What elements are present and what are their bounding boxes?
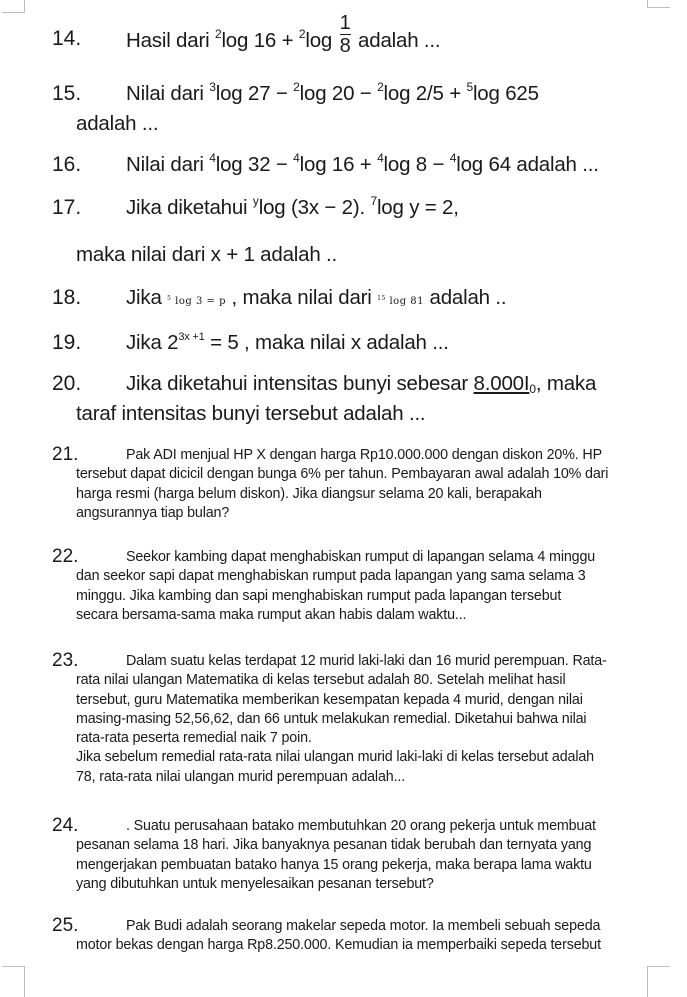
question-text-continued: taraf intensitas bunyi tersebut adalah ...	[76, 402, 426, 425]
question-text: Seekor kambing dapat menghabiskan rumput di lapangan selama 4 minggu dan seekor sapi dapat menghabiskan rumput pada lapangan yang sama selama 3 minggu. Jika kambing dan sapi menghabiskan rumput pada lapangan tersebut secara bersama-sama maka rumput akan habis dalam waktu...	[76, 549, 596, 623]
question-text: Pak Budi adalah seorang makelar sepeda motor. Ia membeli sebuah sepeda motor bekas dengan harga Rp8.250.000. Kemudian ia memperbaiki sepeda tersebut	[76, 918, 601, 954]
question-number: 20.	[52, 372, 82, 395]
question-number: 24.	[52, 815, 79, 836]
question-number: 25.	[52, 915, 79, 936]
page-corner-mark-bottom-left	[2, 966, 25, 997]
question-text: Nilai dari $^4$log 32 − $^4$log 16 + $^4$log 8 − $^4$log 64 adalah ...	[126, 151, 599, 176]
page-corner-mark-top-left	[2, 0, 25, 13]
question-text: Nilai dari $^3$log 27 − $^2$log 20 − $^2$log 2/5 + $^5$log 625	[126, 80, 539, 105]
question-number: 21.	[52, 444, 79, 465]
question-number: 14.	[52, 27, 82, 50]
log-expression-small: $^{15}$ log 81	[377, 295, 424, 307]
log-expression-small: $^5$ log 3 = p	[167, 295, 226, 307]
question-text-continued: maka nilai dari x + 1 adalah ..	[76, 243, 338, 266]
question-number: 23.	[52, 650, 79, 671]
question-number: 16.	[52, 153, 82, 176]
question-text-continued: adalah ...	[76, 112, 159, 135]
question-number: 18.	[52, 286, 82, 309]
question-number: 17.	[52, 196, 82, 219]
fraction: $\frac{1}{8}$	[339, 12, 351, 57]
question-text: Dalam suatu kelas terdapat 12 murid laki-laki dan 16 murid perempuan. Rata- rata nilai ulangan Matematika di kelas tersebut adalah 80. Setelah melihat hasil tersebut, guru Matematika memberikan kesempatan kepada 4 murid, dengan nilai masing-masing 52,56,62, dan 66 untuk melakukan remedial. Diketahui bahwa nilai rata-rata peserta remedial naik 7 poin. Jika sebelum remedial rata-rata nilai ulangan murid laki-laki di kelas tersebut adalah 78, rata-rata nilai ulangan murid perempuan adalah...	[76, 653, 607, 785]
page-corner-mark-top-right	[647, 0, 670, 8]
question-text: Jika diketahui $^y$log (3x − 2). $^7$log y = 2,	[126, 194, 459, 219]
question-text: Jika diketahui intensitas bunyi sebesar 8.000I0, maka	[126, 372, 597, 396]
question-text: Jika $2^{3x +1} = 5$ , maka nilai x adalah ...	[126, 331, 449, 354]
question-number: 15.	[52, 82, 82, 105]
question-text: . Suatu perusahaan batako membutuhkan 20 orang pekerja untuk membuat pesanan selama 18 hari. Jika banyaknya pesanan tidak berubah dan ternyata yang mengerjakan pembuatan batako hanya 15 orang pekerja, maka berapa lama waktu yang dibutuhkan untuk menyelesaikan pesanan tersebut?	[76, 818, 596, 892]
question-number: 19.	[52, 331, 82, 354]
question-number: 22.	[52, 546, 79, 567]
question-text: Pak ADI menjual HP X dengan harga Rp10.000.000 dengan diskon 20%. HP tersebut dapat dicicil dengan bunga 6% per tahun. Pembayaran awal adalah 10% dari harga resmi (harga belum diskon). Jika diangsur selama 20 kali, berapakah angsurannya tiap bulan?	[76, 447, 609, 521]
question-text: Hasil dari $^2$log 16 + $^2$log $\frac{1}{8}$ adalah ...	[126, 12, 441, 57]
page-corner-mark-bottom-right	[647, 966, 670, 997]
question-text: Jika $^5$ log 3 = p , maka nilai dari $^{15}$ log 81 adalah ..	[126, 286, 507, 309]
